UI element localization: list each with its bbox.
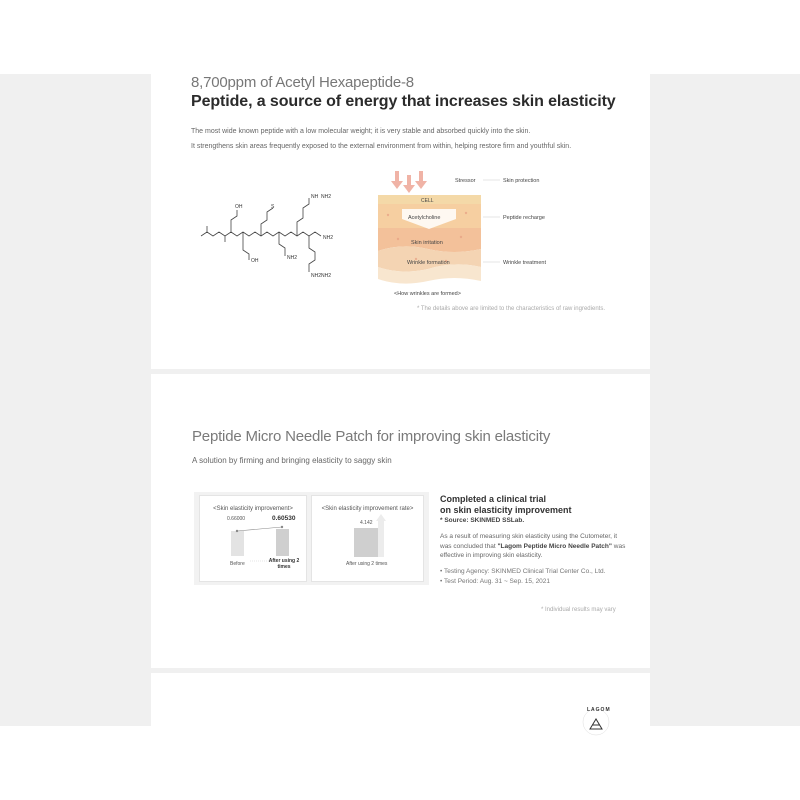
after-value: 0.60530 bbox=[272, 515, 296, 522]
molecule-label: NH2 bbox=[287, 255, 298, 261]
molecule-label: NH2 bbox=[311, 273, 322, 279]
wrinkle-formation-diagram bbox=[376, 169, 586, 299]
elasticity-improvement-chart bbox=[199, 495, 307, 582]
result-text: As a result of measuring skin elasticity using the Cutometer, it was concluded that bbox=[440, 533, 618, 550]
molecule-label: S bbox=[271, 204, 275, 210]
peptide-molecule-diagram bbox=[199, 194, 359, 279]
skin-protection-label: Skin protection bbox=[503, 178, 540, 184]
molecule-label: OH bbox=[235, 204, 243, 210]
molecule-label: NH2 bbox=[321, 273, 332, 279]
section-title: Peptide Micro Needle Patch for improving skin elasticity bbox=[192, 428, 551, 445]
rate-label: After using 2 times bbox=[346, 561, 388, 567]
after-bar bbox=[276, 529, 289, 556]
chart-title: <Skin elasticity improvement> bbox=[213, 506, 293, 512]
wrinkle-formation-label: Wrinkle formation bbox=[407, 260, 450, 266]
testing-agency: • Testing Agency: SKINMED Clinical Trial Center Co., Ltd. bbox=[440, 567, 605, 577]
after-label: After using 2 times bbox=[268, 558, 300, 570]
diagram-caption: <How wrinkles are formed> bbox=[394, 291, 461, 297]
stressor-arrows-icon bbox=[391, 171, 427, 193]
chart2-graphic bbox=[312, 511, 423, 581]
logo-mark-icon bbox=[590, 719, 602, 729]
footer-section bbox=[151, 673, 650, 726]
section-subtitle: 8,700ppm of Acetyl Hexapeptide-8 bbox=[191, 74, 414, 91]
elasticity-rate-chart bbox=[311, 495, 424, 582]
test-details-list bbox=[440, 567, 605, 586]
section-title: Peptide, a source of energy that increases skin elasticity bbox=[191, 93, 616, 110]
results-note: * Individual results may vary bbox=[541, 607, 616, 613]
chart1-graphic bbox=[200, 511, 306, 581]
cell-label: CELL bbox=[421, 198, 434, 204]
result-description bbox=[440, 532, 630, 561]
peptide-section bbox=[151, 74, 650, 369]
stressor-label: Stressor bbox=[455, 178, 476, 184]
rate-value: 4.142 bbox=[360, 520, 373, 526]
before-value: 0.66000 bbox=[227, 516, 246, 522]
result-text: was effective in improving skin elasticity. bbox=[440, 542, 626, 559]
before-label: Before bbox=[230, 561, 245, 567]
result-heading-line-1: Completed a clinical trial bbox=[440, 494, 547, 504]
description-line-1: The most wide known peptide with a low molecular weight; it is very stable and absorbed quickly into the skin. bbox=[191, 128, 531, 135]
wrinkle-treatment-label: Wrinkle treatment bbox=[503, 260, 546, 266]
molecule-label: NH bbox=[311, 194, 319, 200]
acetylcholine-label: Acetylcholine bbox=[408, 215, 441, 221]
test-period: • Test Period: Aug. 31 ~ Sep. 15, 2021 bbox=[440, 577, 605, 587]
molecule-label: NH2 bbox=[323, 235, 334, 241]
skin-irritation-label: Skin irritation bbox=[411, 240, 443, 246]
before-bar bbox=[231, 531, 244, 556]
clinical-trial-section bbox=[151, 374, 650, 668]
logo-text: LAGOM bbox=[587, 707, 611, 713]
lagom-logo-seal bbox=[575, 701, 617, 743]
molecule-label: NH2 bbox=[321, 194, 332, 200]
description-line-2: It strengthens skin areas frequently exposed to the external environment from within, helping restore firm and youthful skin. bbox=[191, 143, 572, 150]
product-name: "Lagom Peptide Micro Needle Patch" bbox=[497, 542, 612, 550]
ingredient-note: * The details above are limited to the characteristics of raw ingredients. bbox=[417, 306, 605, 312]
rate-bar bbox=[354, 528, 378, 557]
chart-title: <Skin elasticity improvement rate> bbox=[321, 506, 414, 512]
section-subtitle: A solution by firming and bringing elasticity to saggy skin bbox=[192, 456, 392, 465]
peptide-recharge-label: Peptide recharge bbox=[503, 215, 545, 221]
result-heading bbox=[440, 494, 572, 516]
result-heading-line-2: on skin elasticity improvement bbox=[440, 505, 572, 515]
molecule-label: OH bbox=[251, 258, 259, 264]
result-source: * Source: SKINMED SSLab. bbox=[440, 517, 525, 524]
